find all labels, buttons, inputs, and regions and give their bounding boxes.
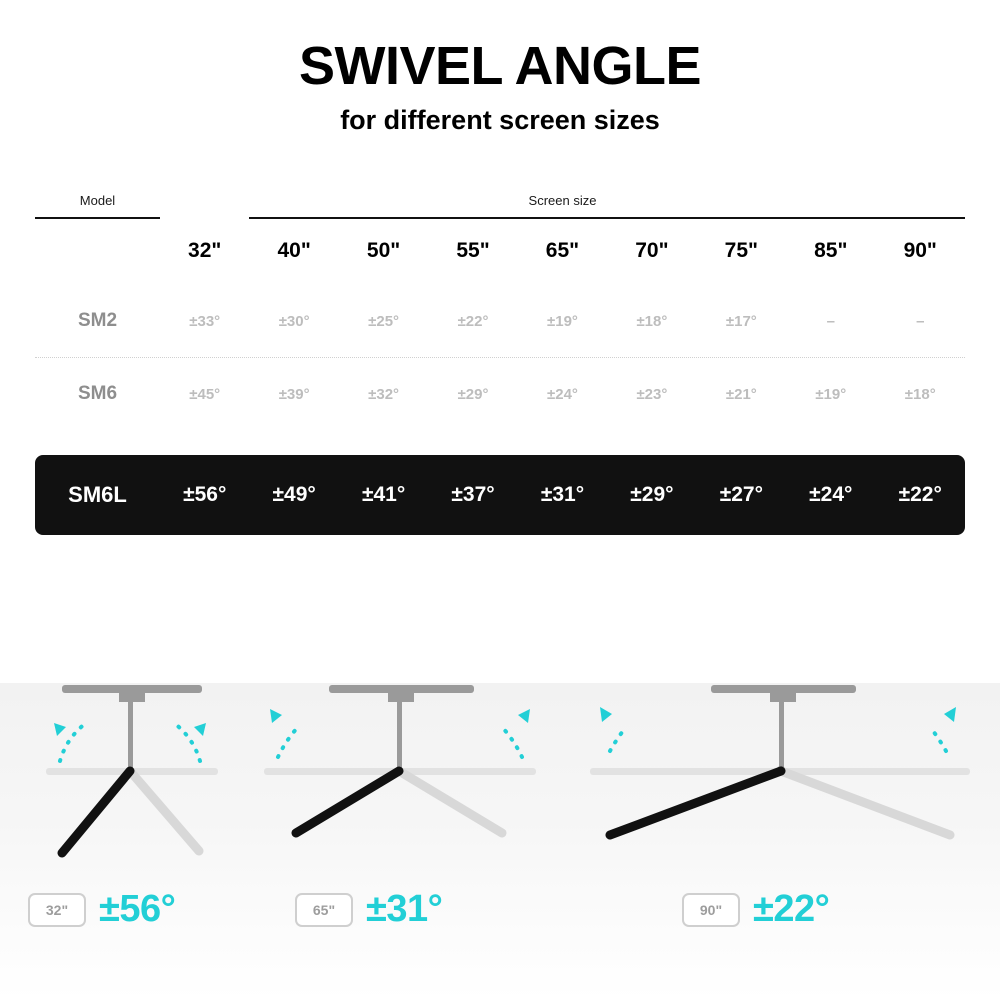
angle-cell: – [916,312,925,330]
angle-cell: ±18° [636,312,668,330]
size-cell: 75" [724,239,758,262]
swivel-illustration-icon [24,683,244,883]
angle-cell: ±31° [540,483,585,506]
size-badge: 90" [682,893,740,927]
model-name: SM6L [68,482,127,507]
angle-cell: ±24° [547,385,578,403]
table-row [35,455,965,535]
size-cell: 55" [456,239,490,262]
angle-cell: ±21° [725,385,757,403]
angle-cell: – [826,312,835,330]
angle-cell: ±27° [719,483,763,506]
angle-cell: ±23° [636,385,668,403]
angle-cell: ±41° [361,483,406,506]
size-cell: 65" [545,239,580,262]
swivel-illustration-icon [578,683,978,883]
diagram-label-90 [682,888,829,931]
angle-cell: ±24° [809,483,853,506]
swivel-diagram-90 [578,683,978,883]
model-column-header: Model [79,193,116,208]
angle-cell: ±33° [189,312,221,330]
table-row [35,358,965,430]
angle-cell: ±19° [815,385,847,403]
page-subtitle: for different screen sizes [340,104,660,135]
table-row [35,285,965,357]
angle-cell: ±45° [189,385,221,403]
angle-cell: ±19° [547,312,578,330]
angle-cell: ±29° [630,483,674,506]
page-title: SWIVEL ANGLE [298,36,702,96]
angle-cell: ±22° [457,312,489,330]
swivel-illustration-icon [256,683,546,883]
diagram-label-65 [295,888,442,931]
angle-cell: ±37° [451,483,495,506]
size-badge: 32" [28,893,86,927]
diagram-label-32 [28,888,175,931]
size-cell: 70" [635,239,669,262]
angle-cell: ±17° [725,312,757,330]
swivel-diagrams [0,683,1000,1000]
page-header [0,0,1000,136]
angle-cell: ±49° [272,483,316,506]
swivel-diagram-65 [256,683,546,883]
angle-cell: ±25° [368,312,400,330]
model-name: SM6 [77,383,118,404]
angle-cell: ±30° [278,312,310,330]
swivel-diagram-32 [24,683,244,883]
angle-cell: ±29° [457,385,489,403]
swivel-angle-table [35,193,965,430]
angle-value: ±56° [99,888,176,930]
angle-cell: ±32° [368,385,400,403]
angle-cell: ±56° [183,483,227,506]
model-name: SM2 [77,310,118,331]
highlighted-row-sm6l [35,455,965,535]
angle-cell: ±39° [278,385,310,403]
angle-value: ±22° [753,888,830,930]
screen-size-column-header: Screen size [528,193,597,208]
angle-cell: ±18° [904,385,936,403]
table-header-row [35,193,965,217]
screen-size-row [35,219,965,285]
size-cell: 40" [277,239,311,262]
size-cell: 32" [188,239,222,262]
size-cell: 85" [814,239,848,262]
angle-value: ±31° [366,888,443,930]
size-cell: 50" [366,239,401,262]
angle-cell: ±22° [898,483,942,506]
size-cell: 90" [903,239,937,262]
size-cell-empty [35,219,160,285]
size-badge: 65" [295,893,353,927]
